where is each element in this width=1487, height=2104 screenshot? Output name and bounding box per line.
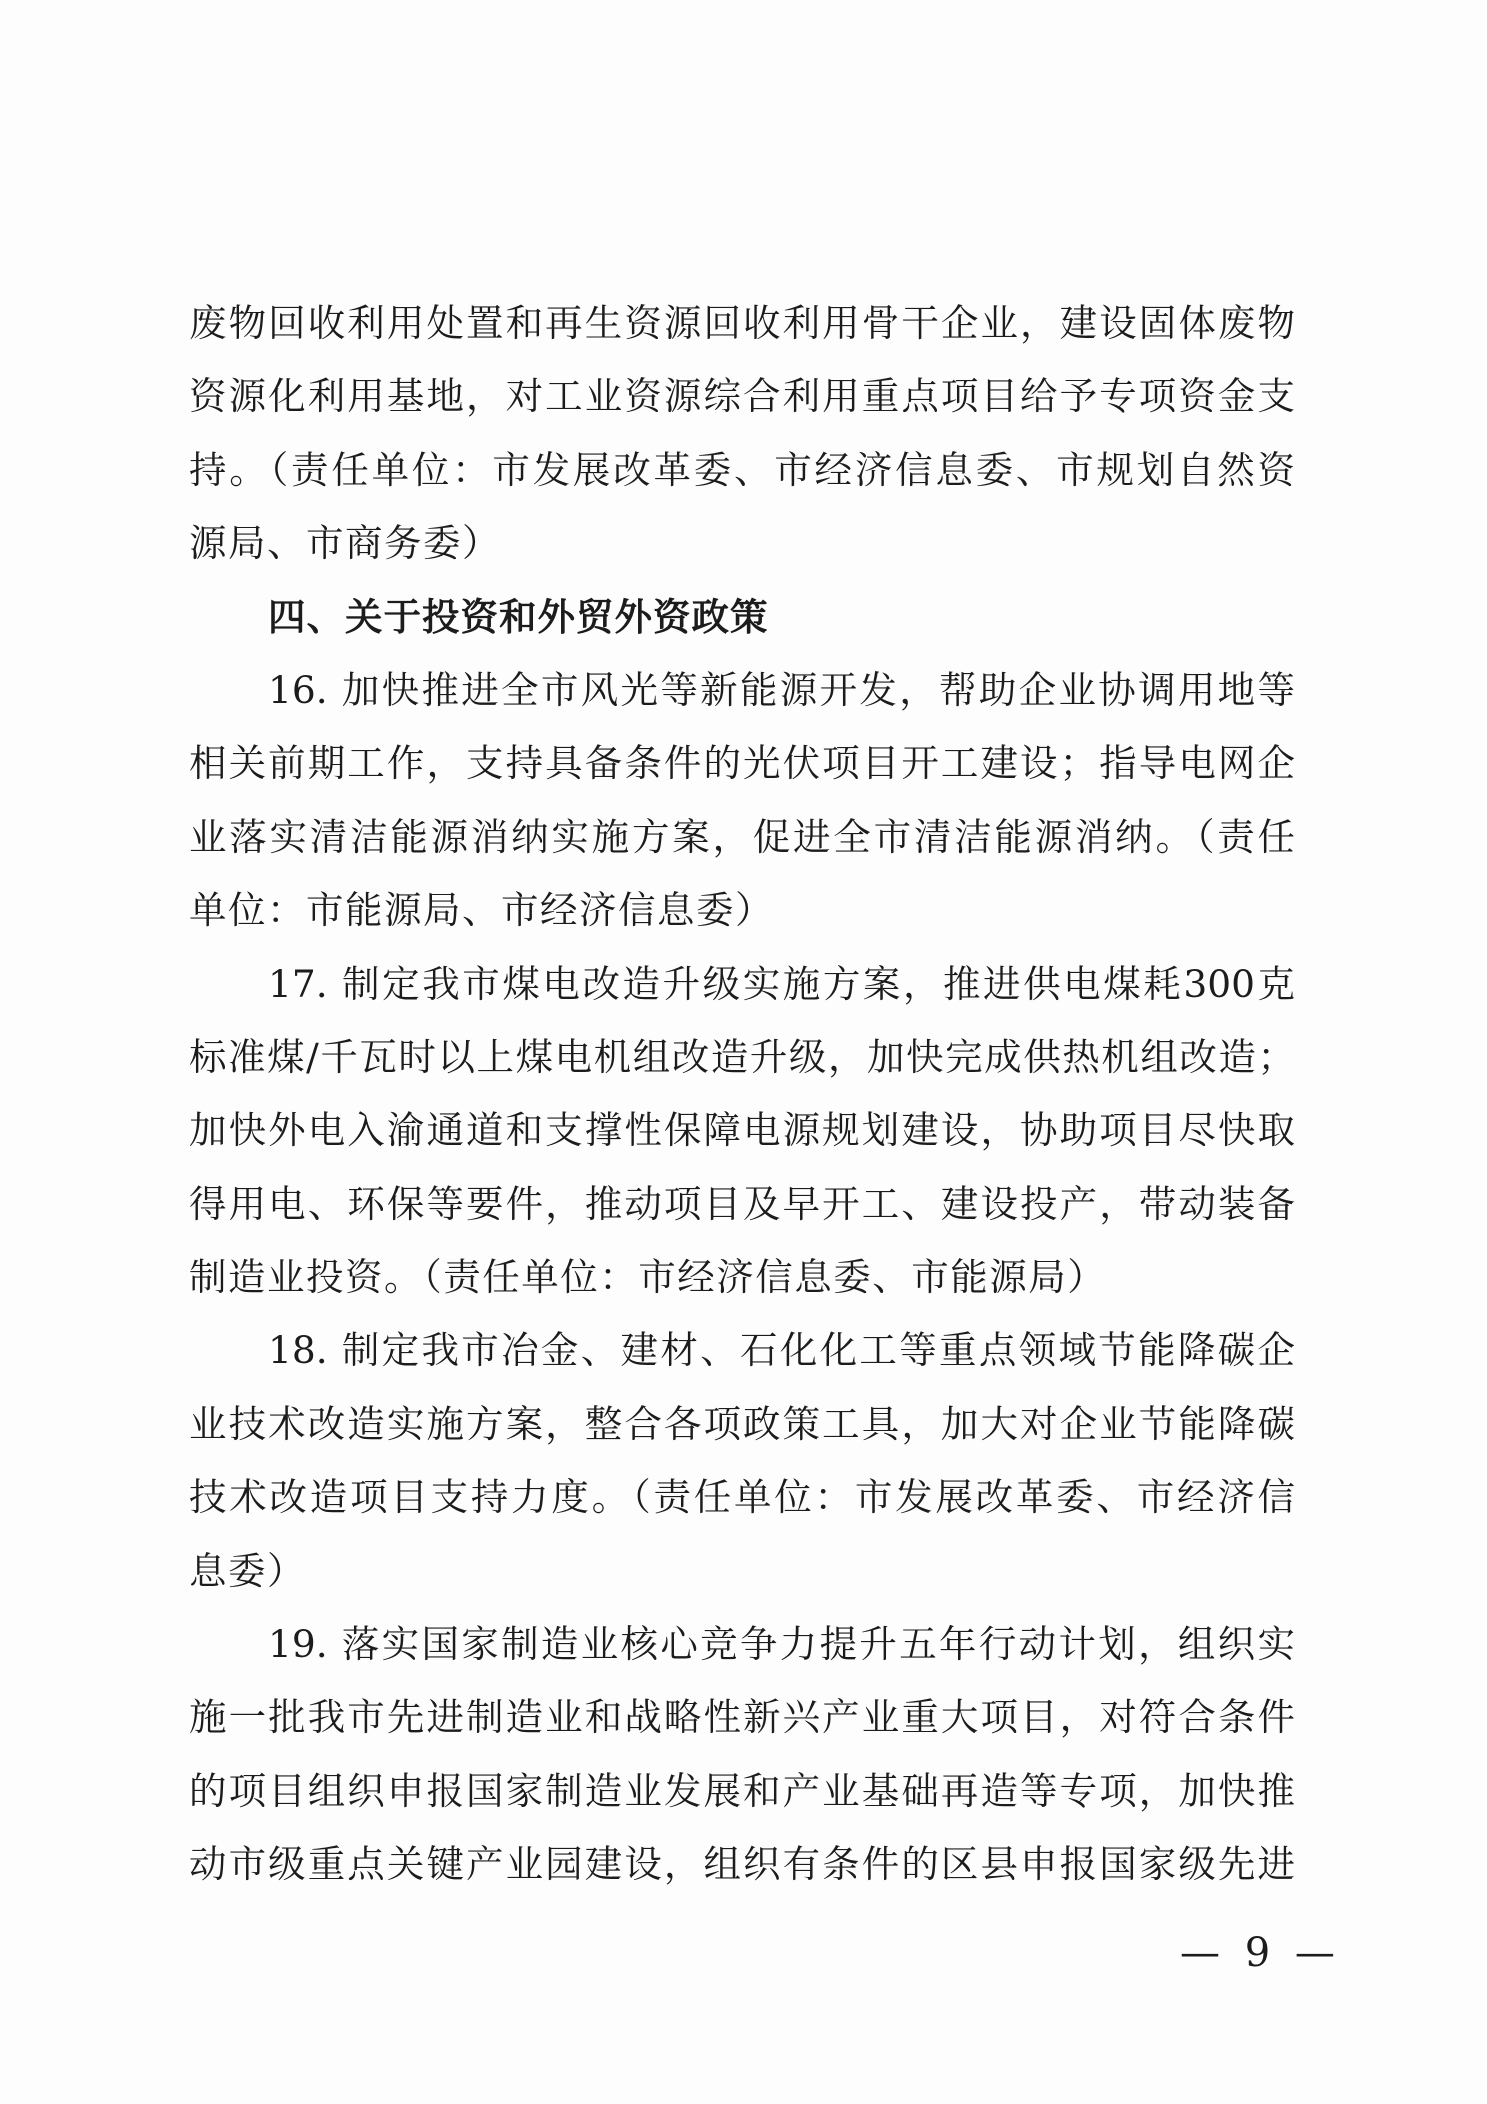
page-number: — 9 — xyxy=(1180,1930,1341,1976)
text-line: 标准煤/千瓦时以上煤电机组改造升级，加快完成供热机组改造； xyxy=(189,1034,1295,1079)
paragraph-15-continued xyxy=(189,287,1295,581)
text-line: 17. 制定我市煤电改造升级实施方案，推进供电煤耗300克 xyxy=(268,961,1295,1006)
text-line: 源局、市商务委） xyxy=(189,521,501,566)
text-line: 息委） xyxy=(189,1548,306,1593)
text-line: 的项目组织申报国家制造业发展和产业基础再造等专项，加快推 xyxy=(189,1768,1295,1813)
text-line: 持。（责任单位：市发展改革委、市经济信息委、市规划自然资 xyxy=(189,447,1295,492)
document-body xyxy=(189,287,1295,1902)
paragraph-17 xyxy=(189,948,1295,1315)
text-line: 废物回收利用处置和再生资源回收利用骨干企业，建设固体废物 xyxy=(189,301,1295,345)
text-line: 单位：市能源局、市经济信息委） xyxy=(189,888,774,933)
text-line: 相关前期工作，支持具备条件的光伏项目开工建设；指导电网企 xyxy=(189,741,1295,786)
text-line: 16. 加快推进全市风光等新能源开发，帮助企业协调用地等 xyxy=(268,667,1295,712)
text-line: 业落实清洁能源消纳实施方案，促进全市清洁能源消纳。（责任 xyxy=(189,814,1295,859)
text-line: 19. 落实国家制造业核心竞争力提升五年行动计划，组织实 xyxy=(268,1622,1295,1667)
text-line: 业技术改造实施方案，整合各项政策工具，加大对企业节能降碳 xyxy=(189,1401,1295,1446)
text-line: 动市级重点关键产业园建设，组织有条件的区县申报国家级先进 xyxy=(189,1842,1295,1887)
text-line: 18. 制定我市冶金、建材、石化化工等重点领域节能降碳企 xyxy=(268,1328,1295,1373)
text-line: 施一批我市先进制造业和战略性新兴产业重大项目，对符合条件 xyxy=(189,1695,1295,1740)
text-line: 制造业投资。（责任单位：市经济信息委、市能源局） xyxy=(189,1255,1107,1300)
paragraph-18 xyxy=(189,1314,1295,1608)
text-line: 技术改造项目支持力度。（责任单位：市发展改革委、市经济信 xyxy=(189,1475,1295,1520)
text-line: 资源化利用基地，对工业资源综合利用重点项目给予专项资金支 xyxy=(189,374,1295,419)
text-line: 加快外电入渝通道和支撑性保障电源规划建设，协助项目尽快取 xyxy=(189,1108,1295,1153)
paragraph-19 xyxy=(189,1608,1295,1902)
paragraph-16 xyxy=(189,654,1295,948)
section-heading: 四、关于投资和外贸外资政策 xyxy=(268,594,769,639)
text-line: 得用电、环保等要件，推动项目及早开工、建设投产，带动装备 xyxy=(189,1181,1295,1226)
